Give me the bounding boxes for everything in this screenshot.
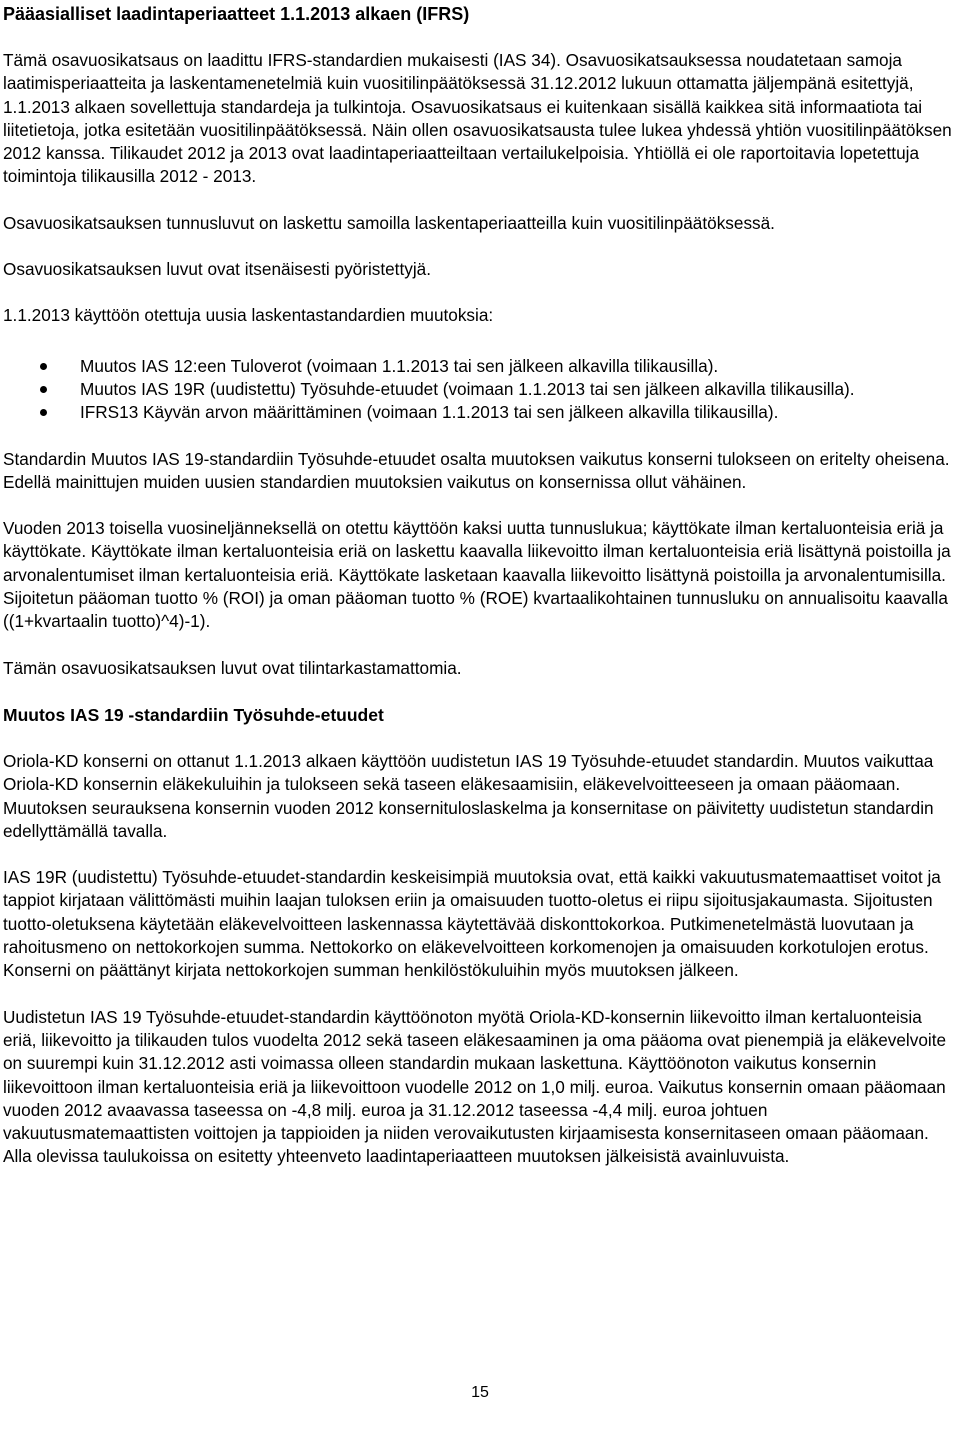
page-heading: Pääasialliset laadintaperiaatteet 1.1.2013 alkaen (IFRS) [3,4,470,24]
pyoristetty-paragraph: Osavuosikatsauksen luvut ovat itsenäisesti pyöristettyjä. [3,259,431,280]
spacer [3,281,958,304]
spacer [3,843,958,866]
spacer [3,634,958,657]
standards-list [3,355,958,425]
list-item [3,355,958,378]
kayttoon-paragraph: 1.1.2013 käyttöön otettuja uusia laskentastandardien muutoksia: [3,305,494,326]
list-item-text: IFRS13 Käyvän arvon määrittäminen (voimaan 1.1.2013 tai sen jälkeen alkavilla tilikausilla). [80,402,779,423]
standardin-paragraph: Standardin Muutos IAS 19-standardiin Työsuhde-etuudet osalta muutoksen vaikutus konserni tulokseen on eritelty oheisena. Edellä mainittujen muiden uusien standardien muutoksien vaikutus on konsernissa ollut vähäinen. [3,448,950,492]
list-item-text: Muutos IAS 12:een Tuloverot (voimaan 1.1.2013 tai sen jälkeen alkavilla tilikausilla). [80,355,719,376]
vuoden-paragraph: Vuoden 2013 toisella vuosineljänneksellä on otettu käyttöön kaksi uutta tunnuslukua; käyttökate ilman kertaluonteisia eriä ja käyttökate. Käyttökate ilman kertaluonteisia eriä on laskettu kaavalla liikevoitto ilman kertaluonteisia eriä lisättynä poistoilla ja arvonalentumiset ilman kertaluonteisia eriä. Käyttökate lasketaan kaavalla liikevoitto lisättynä poistoilla ja arvonalentumisilla. Sijoitetun pääoman tuotto % (ROI) ja oman pääoman tuotto % (ROE) kvartaalikohtainen tunnusluku on annualisoitu kaavalla ((1+kvartaalin tuotto)^4)-1). [3,518,951,632]
document-page [3,0,958,1169]
ias19r-paragraph: IAS 19R (uudistettu) Työsuhde-etuudet-standardin keskeisimpiä muutoksia ovat, että kaikki vakuutusmatemaattiset voitot ja tappiot kirjataan välittömästi muihin laajan tuloksen eriin ja omaisuuden tuotto-oletus ei riipu sijoitusjakaumasta. Sijoitusten tuotto-oletuksena käytetään eläkevelvoitteen laskennassa käytettävää diskonttokorkoa. Putkimenetelmästä luovutaan ja rahoitusmeno on nettokorkojen summa. Nettokorko on eläkevelvoitteen korkomenojen ja omaisuuden korkotulojen erotus. Konserni on päättänyt kirjata nettokorkojen summan henkilöstökuluihin myös muutoksen jälkeen. [3,867,941,981]
list-item-text: Muutos IAS 19R (uudistettu) Työsuhde-etuudet (voimaan 1.1.2013 tai sen jälkeen alkavilla tilikausilla). [80,378,855,399]
tunnusluvut-paragraph: Osavuosikatsauksen tunnusluvut on laskettu samoilla laskentaperiaatteilla kuin vuositilinpäätöksessä. [3,212,775,233]
spacer [3,235,958,258]
tilintarkastamattomia-paragraph: Tämän osavuosikatsauksen luvut ovat tilintarkastamattomia. [3,657,462,678]
spacer [3,328,958,355]
oriola-paragraph: Oriola-KD konserni on ottanut 1.1.2013 alkaen käyttöön uudistetun IAS 19 Työsuhde-etuudet standardin. Muutos vaikuttaa Oriola-KD konsernin eläkekuluihin ja tulokseen sekä taseen eläkesaamisiin, eläkevelvoitteeseen ja omaan pääomaan. Muutoksen seurauksena konsernin vuoden 2012 konsernituloslaskelma ja konsernitase on päivitetty uudistetun standardin edellyttämällä tavalla. [3,750,934,841]
section-heading: Muutos IAS 19 -standardiin Työsuhde-etuudet [3,704,384,725]
bullet-icon [40,409,47,416]
spacer [3,680,958,703]
intro-paragraph: Tämä osavuosikatsaus on laadittu IFRS-standardien mukaisesti (IAS 34). Osavuosikatsauksessa noudatetaan samoja laatimisperiaatteita ja laskentamenetelmiä kuin vuositilinpäätöksessä 31.12.2012 lukuun ottamatta jäljempänä esitettyjä, 1.1.2013 alkaen sovellettuja standardeja ja tulkintoja. Osavuosikatsaus ei kuitenkaan sisällä kaikkea sitä informaatiota tai liitetietoja, jotka esitetään vuositilinpäätöksessä. Näin ollen osavuosikatsausta tulee lukea yhdessä yhtiön vuositilinpäätöksen 2012 kanssa. Tilikaudet 2012 ja 2013 ovat laadintaperiaatteiltaan vertailukelpoisia. Yhtiöllä ei ole raportoitavia lopetettuja toimintoja tilikausilla 2012 - 2013. [3,50,952,187]
bullet-icon [40,386,47,393]
spacer [3,727,958,750]
spacer [3,189,958,212]
list-item [3,401,958,424]
spacer [3,983,958,1006]
uudistetun-paragraph: Uudistetun IAS 19 Työsuhde-etuudet-standardin käyttöönoton myötä Oriola-KD-konsernin liikevoitto ilman kertaluonteisia eriä, liikevoitto ja tilikauden tulos vuodelta 2012 sekä taseen eläkesaaminen ja oma pääoma ovat pienempiä ja eläkevelvoite on suurempi kuin 31.12.2012 asti voimassa olleen standardin mukaan laskettuna. Käyttöönoton vaikutus konsernin liikevoittoon ilman kertaluonteisia eriä ja liikevoittoon vuodelle 2012 on 1,0 milj. euroa. Vaikutus konsernin omaan pääomaan vuoden 2012 avaavassa taseessa on -4,8 milj. euroa ja 31.12.2012 taseessa -4,4 milj. euroa johtuen vakuutusmatemaattisten voittojen ja tappioiden ja niiden verovaikutusten kirjaamisesta konsernitaseen omaan pääomaan. Alla olevissa taulukoissa on esitetty yhteenveto laadintaperiaatteen muutoksen jälkeisistä avainluvuista. [3,1006,947,1167]
bullet-icon [40,363,47,370]
spacer [3,425,958,448]
list-item [3,378,958,401]
spacer [3,494,958,517]
page-number: 15 [471,1384,489,1401]
spacer [3,26,958,49]
